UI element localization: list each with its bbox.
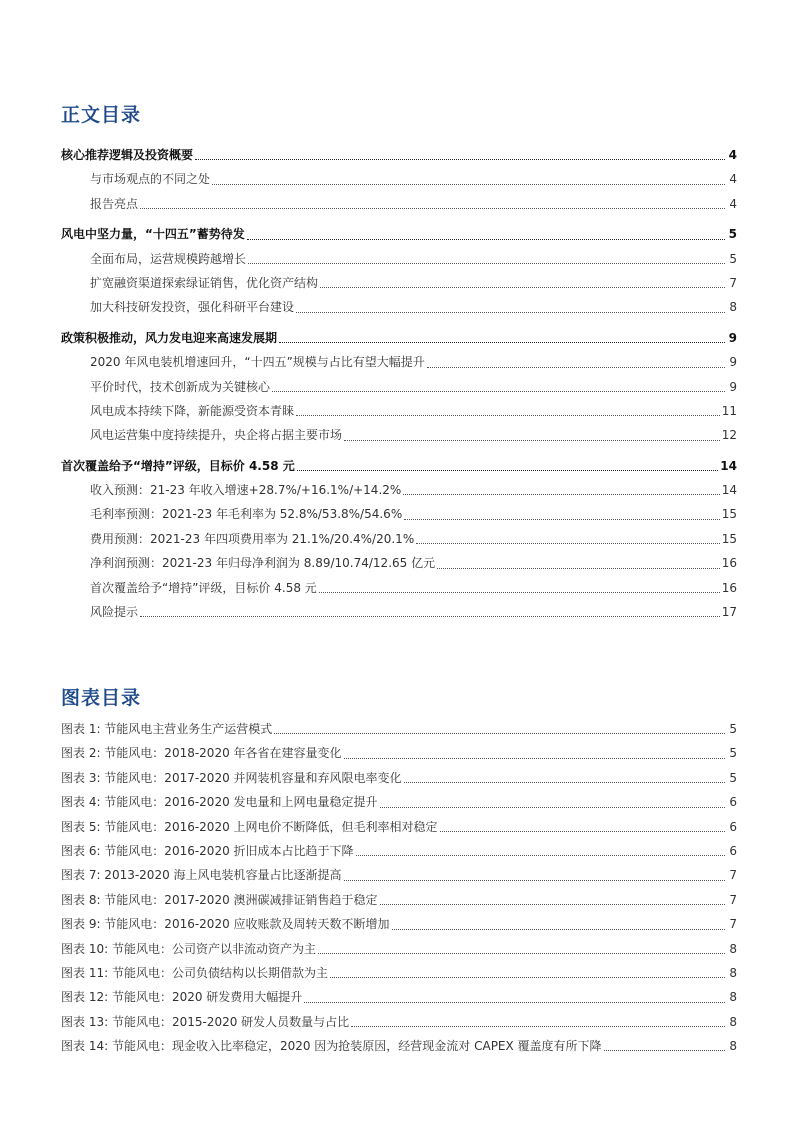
toc-subsection-entry[interactable] <box>61 423 737 447</box>
dot-leader <box>356 854 725 856</box>
page-number: 4 <box>728 148 737 162</box>
figure-entry[interactable] <box>61 766 737 790</box>
toc-subsection-entry[interactable] <box>61 192 737 216</box>
page-number: 6 <box>729 795 737 810</box>
page-number: 8 <box>729 1039 737 1054</box>
page-number: 14 <box>721 483 737 498</box>
entry-text: 收入预测：21-23 年收入增速+28.7%/+16.1%/+14.2% <box>90 483 402 498</box>
toc-subsection-entry[interactable] <box>61 399 737 423</box>
toc-subsection-entry[interactable] <box>61 295 737 319</box>
dot-leader <box>344 879 725 881</box>
dot-leader <box>604 1049 725 1051</box>
page-number: 7 <box>729 917 737 932</box>
toc-section-entry[interactable] <box>61 326 737 350</box>
dot-leader <box>140 615 720 617</box>
entry-text: 风电成本持续下降，新能源受资本青睐 <box>90 403 295 418</box>
page-number: 7 <box>729 892 737 907</box>
page-number: 12 <box>721 428 737 443</box>
toc-subsection-entry[interactable] <box>61 375 737 399</box>
figure-entry[interactable] <box>61 961 737 985</box>
entry-text: 图表 2: 节能风电：2018-2020 年各省在建容量变化 <box>61 746 342 761</box>
page-number: 5 <box>729 722 737 736</box>
toc-subsection-entry[interactable] <box>61 167 737 191</box>
dot-leader <box>318 952 725 954</box>
figure-entry[interactable] <box>61 863 737 887</box>
dot-leader <box>440 830 725 832</box>
entry-text: 图表 7: 2013-2020 海上风电装机容量占比逐渐提高 <box>61 868 342 883</box>
figure-entry[interactable] <box>61 1010 737 1034</box>
dot-leader <box>403 493 719 495</box>
dot-leader <box>416 542 720 544</box>
page-number: 6 <box>729 843 737 858</box>
toc-subsection-entry[interactable] <box>61 600 737 624</box>
figure-list <box>61 717 737 1058</box>
entry-text: 2020 年风电装机增速回升，“十四五”规模与占比有望大幅提升 <box>90 355 425 370</box>
entry-text: 图表 5: 节能风电：2016-2020 上网电价不断降低，但毛利率相对稳定 <box>61 819 438 834</box>
dot-leader <box>274 732 725 734</box>
table-of-contents <box>61 143 737 624</box>
dot-leader <box>344 439 720 441</box>
dot-leader <box>427 366 725 368</box>
entry-text: 平价时代，技术创新成为关键核心 <box>90 379 271 394</box>
dot-leader <box>380 806 725 808</box>
figure-entry[interactable] <box>61 790 737 814</box>
dot-leader <box>297 469 719 471</box>
entry-text: 图表 13: 节能风电：2015-2020 研发人员数量与占比 <box>61 1014 350 1029</box>
page-number: 11 <box>721 403 737 418</box>
toc-heading: 正文目录 <box>61 104 142 126</box>
toc-subsection-entry[interactable] <box>61 576 737 600</box>
dot-leader <box>380 903 725 905</box>
figure-entry[interactable] <box>61 888 737 912</box>
page-number: 8 <box>729 990 737 1005</box>
entry-text: 首次覆盖给予“增持”评级，目标价 4.58 元 <box>90 580 317 595</box>
entry-text: 图表 6: 节能风电：2016-2020 折旧成本占比趋于下降 <box>61 843 354 858</box>
dot-leader <box>248 262 725 264</box>
entry-text: 图表 8: 节能风电：2017-2020 澳洲碳减排证销售趋于稳定 <box>61 892 378 907</box>
figure-entry[interactable] <box>61 937 737 961</box>
entry-text: 风险提示 <box>90 605 139 620</box>
page-number: 4 <box>729 196 737 211</box>
figure-entry[interactable] <box>61 815 737 839</box>
page-number: 16 <box>721 556 737 571</box>
entry-text: 报告亮点 <box>90 196 139 211</box>
entry-text: 政策积极推动，风力发电迎来高速发展期 <box>61 330 278 345</box>
entry-text: 风电运营集中度持续提升，央企将占据主要市场 <box>90 428 343 443</box>
page-number: 15 <box>721 531 737 546</box>
dot-leader <box>319 591 720 593</box>
toc-subsection-entry[interactable] <box>61 527 737 551</box>
figure-list-heading: 图表目录 <box>61 687 142 709</box>
dot-leader <box>140 207 725 209</box>
dot-leader <box>320 286 725 288</box>
page-number: 8 <box>729 965 737 980</box>
toc-section-entry[interactable] <box>61 222 737 246</box>
toc-subsection-entry[interactable] <box>61 551 737 575</box>
dot-leader <box>296 311 725 313</box>
dot-leader <box>212 183 725 185</box>
dot-leader <box>392 928 725 930</box>
entry-text: 与市场观点的不同之处 <box>90 172 211 187</box>
dot-leader <box>304 1001 725 1003</box>
entry-text: 毛利率预测：2021-23 年毛利率为 52.8%/53.8%/54.6% <box>90 507 403 522</box>
toc-subsection-entry[interactable] <box>61 247 737 271</box>
toc-section-entry[interactable] <box>61 454 737 478</box>
entry-text: 核心推荐逻辑及投资概要 <box>61 148 194 162</box>
dot-leader <box>404 518 720 520</box>
dot-leader <box>344 757 725 759</box>
dot-leader <box>296 414 720 416</box>
page-number: 14 <box>720 458 737 473</box>
toc-subsection-entry[interactable] <box>61 350 737 374</box>
toc-subsection-entry[interactable] <box>61 502 737 526</box>
toc-section-entry[interactable] <box>61 143 737 167</box>
entry-text: 图表 4: 节能风电：2016-2020 发电量和上网电量稳定提升 <box>61 795 378 810</box>
entry-text: 加大科技研发投资，强化科研平台建设 <box>90 300 295 315</box>
page-number: 9 <box>729 379 737 394</box>
entry-text: 图表 12: 节能风电：2020 研发费用大幅提升 <box>61 990 303 1005</box>
page-number: 5 <box>729 746 737 761</box>
page-number: 16 <box>721 580 737 595</box>
page-number: 9 <box>728 330 737 345</box>
figure-entry[interactable] <box>61 912 737 936</box>
entry-text: 扩宽融资渠道探索绿证销售，优化资产结构 <box>90 275 319 290</box>
page-number: 7 <box>729 275 737 290</box>
dot-leader <box>437 567 720 569</box>
page-number: 6 <box>729 819 737 834</box>
page-number: 8 <box>729 1014 737 1029</box>
toc-subsection-entry[interactable] <box>61 271 737 295</box>
dot-leader <box>247 238 725 240</box>
dot-leader <box>279 341 725 343</box>
dot-leader <box>330 976 725 978</box>
figure-entry[interactable] <box>61 1034 737 1058</box>
dot-leader <box>272 390 725 392</box>
entry-text: 图表 1: 节能风电主营业务生产运营模式 <box>61 722 273 736</box>
entry-text: 图表 10: 节能风电：公司资产以非流动资产为主 <box>61 941 316 956</box>
entry-text: 图表 9: 节能风电：2016-2020 应收账款及周转天数不断增加 <box>61 917 390 932</box>
page-number: 7 <box>729 868 737 883</box>
toc-subsection-entry[interactable] <box>61 478 737 502</box>
page-number: 9 <box>729 355 737 370</box>
figure-entry[interactable] <box>61 741 737 765</box>
entry-text: 首次覆盖给予“增持”评级，目标价 4.58 元 <box>61 458 295 473</box>
entry-text: 图表 3: 节能风电：2017-2020 并网装机容量和弃风限电率变化 <box>61 770 402 785</box>
dot-leader <box>351 1025 725 1027</box>
entry-text: 费用预测：2021-23 年四项费用率为 21.1%/20.4%/20.1% <box>90 531 415 546</box>
page-number: 5 <box>729 251 737 266</box>
figure-entry[interactable] <box>61 717 737 741</box>
entry-text: 图表 11: 节能风电：公司负债结构以长期借款为主 <box>61 965 328 980</box>
figure-entry[interactable] <box>61 839 737 863</box>
page-number: 8 <box>729 941 737 956</box>
page-number: 5 <box>729 770 737 785</box>
dot-leader <box>195 158 725 160</box>
entry-text: 风电中坚力量，“十四五”蓄势待发 <box>61 227 245 242</box>
page-number: 17 <box>721 605 737 620</box>
page-number: 15 <box>721 507 737 522</box>
entry-text: 全面布局，运营规模跨越增长 <box>90 251 247 266</box>
dot-leader <box>404 781 725 783</box>
page-number: 8 <box>729 300 737 315</box>
page-number: 4 <box>729 172 737 187</box>
entry-text: 图表 14: 节能风电：现金收入比率稳定，2020 因为抢装原因，经营现金流对 CAPEX 覆盖度有所下降 <box>61 1039 602 1054</box>
entry-text: 净利润预测：2021-23 年归母净利润为 8.89/10.74/12.65 亿元 <box>90 556 436 571</box>
page-number: 5 <box>728 227 737 242</box>
figure-entry[interactable] <box>61 985 737 1009</box>
